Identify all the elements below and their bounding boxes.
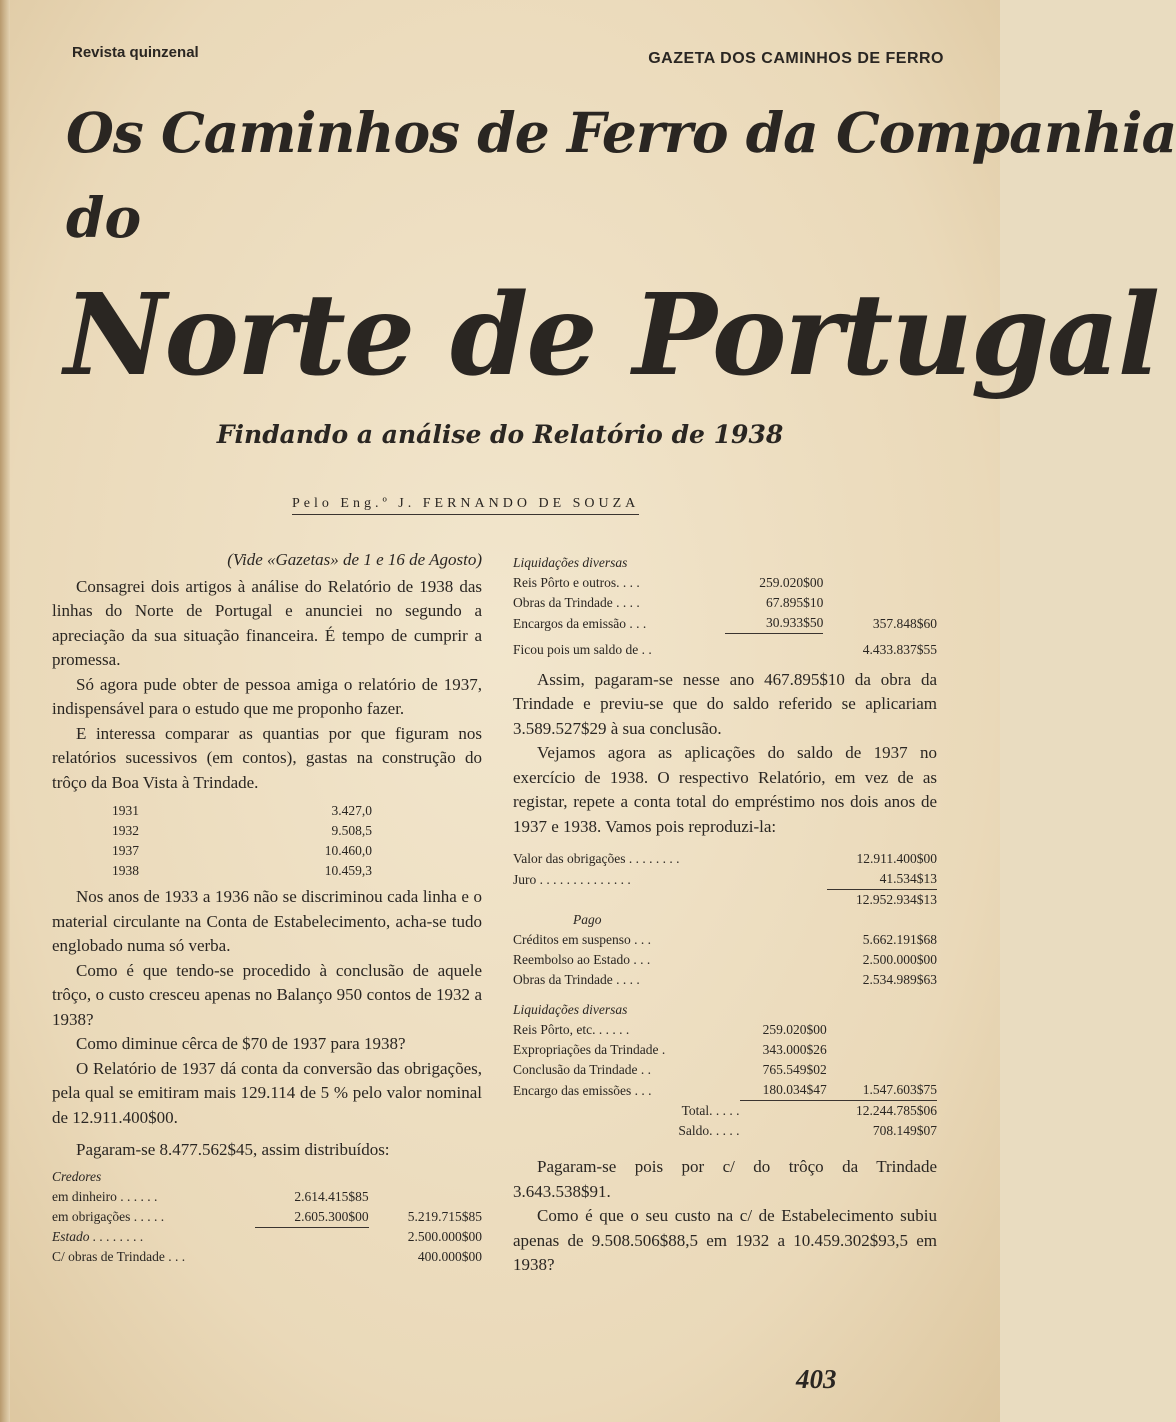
paragraph: Só agora pude obter de pessoa amiga o relatório de 1937, indispensável para o estudo que me proponho fazer.: [52, 674, 482, 718]
section-label: Pago: [573, 912, 602, 927]
total-cell: [369, 1187, 482, 1207]
total-cell: [823, 573, 937, 593]
table-row: [513, 849, 937, 869]
total-cell: 708.149$07: [872, 1123, 937, 1138]
emprestimo-table: [513, 849, 937, 1141]
total-cell: 12.911.400$00: [856, 851, 937, 866]
table-row: [52, 1187, 482, 1207]
liquidacoes-table: [513, 553, 937, 660]
year-cell: 1937: [112, 843, 139, 858]
table-row: [52, 1247, 482, 1267]
subtitle: Findando a análise do Relatório de 1938: [216, 420, 784, 449]
row-label: Juro . . . . . . . . . . . . . .: [513, 871, 631, 887]
value-cell: 259.020$00: [762, 1022, 827, 1037]
header-left: Revista quinzenal: [72, 44, 199, 61]
value-cell: 3.427,0: [331, 803, 372, 818]
row-label: Encargo das emissões . . .: [513, 1082, 652, 1098]
paragraph: O Relatório de 1937 dá conta da conversão das obrigações, pela qual se emitiram mais 129.114 de 5 % pelo valor nominal de 12.911.400$00.: [52, 1058, 482, 1127]
value-cell: 10.460,0: [324, 843, 372, 858]
left-column: [52, 548, 482, 1267]
table-row: [513, 1080, 937, 1101]
paragraph: Vejamos agora as aplicações do saldo de 1937 no exercício de 1938. O respectivo Relatório, em vez de as registar, repete a conta total do empréstimo nos dois anos de 1937 e 1938. Vamos pois reproduzi-la:: [513, 743, 937, 836]
total-cell: 2.500.000$00: [862, 952, 937, 967]
table-row: [513, 1101, 937, 1122]
section-label: Liquidações diversas: [513, 1002, 628, 1017]
value-cell: 9.508,5: [331, 823, 372, 838]
section-label: Credores: [52, 1168, 102, 1184]
section-label: Liquidações diversas: [513, 555, 628, 570]
table-row: [513, 1121, 937, 1141]
value-cell: 343.000$26: [762, 1042, 827, 1057]
table-row: [513, 970, 937, 990]
table-row: [112, 801, 372, 821]
value-cell: 2.614.415$85: [294, 1188, 369, 1204]
paragraph: Como é que o seu custo na c/ de Estabelecimento subiu apenas de 9.508.506$88,5 em 1932 a 10.459.302$93,5 em 1938?: [513, 1206, 937, 1274]
value-cell: 259.020$00: [759, 575, 824, 590]
table-row: [52, 1227, 482, 1247]
row-label: em dinheiro . . . . . .: [52, 1188, 158, 1204]
total-cell: 5.662.191$68: [862, 932, 937, 947]
row-label: Reis Pôrto, etc. . . . . .: [513, 1022, 630, 1037]
value-cell: 2.605.300$00: [255, 1207, 368, 1228]
row-label: Saldo. . . . .: [678, 1123, 740, 1138]
total-cell: [827, 1060, 937, 1080]
table-row: [513, 1040, 937, 1060]
paragraph: E interessa comparar as quantias por que figuram nos relatórios sucessivos (em contos), gastas na construção do trôço da Boa Vista à Trindade.: [52, 723, 482, 792]
table-row: [112, 861, 372, 881]
table-row: [513, 910, 937, 930]
table-row: [513, 573, 937, 593]
row-label: Total. . . . .: [681, 1103, 740, 1118]
row-label: Ficou pois um saldo de . .: [513, 641, 652, 657]
page-number: 403: [796, 1364, 837, 1394]
table-row: [513, 950, 937, 970]
paragraph: Nos anos de 1933 a 1936 não se discriminou cada linha e o material circulante na Conta de Estabelecimento, acha-se tudo englobado numa só verba.: [52, 887, 482, 955]
table-row: [513, 1060, 937, 1080]
total-cell: 1.547.603$75: [827, 1080, 937, 1101]
vide-note: (Vide «Gazetas» de 1 e 16 de Agosto): [227, 550, 482, 569]
year-cell: 1931: [112, 803, 139, 818]
total-cell: 2.534.989$63: [862, 972, 937, 987]
total-cell: [823, 593, 937, 613]
row-label: em obrigações . . . . .: [52, 1209, 165, 1224]
row-label: Valor das obrigações . . . . . . . .: [513, 851, 680, 866]
row-label: Estado . . . . . . . .: [52, 1229, 144, 1244]
table-row: [513, 890, 937, 911]
table-row: [513, 613, 937, 634]
row-label: Encargos da emissão . . .: [513, 615, 647, 631]
title-line-1: Os Caminhos de Ferro da Companhia: [66, 100, 1176, 165]
row-label: Reembolso ao Estado . . .: [513, 952, 651, 967]
total-cell: 5.219.715$85: [407, 1209, 482, 1224]
row-label: Créditos em suspenso . . .: [513, 932, 651, 947]
title-line-2: do: [66, 185, 142, 250]
total-cell: 4.433.837$55: [862, 641, 937, 657]
table-row: [513, 1020, 937, 1040]
total-cell: 41.534$13: [827, 869, 937, 890]
total-cell: 2.500.000$00: [407, 1229, 482, 1244]
binding-edge: [0, 0, 10, 1422]
row-label: Reis Pôrto e outros. . . .: [513, 575, 640, 590]
value-cell: 67.895$10: [766, 595, 824, 610]
row-label: Expropriações da Trindade .: [513, 1042, 666, 1057]
paragraph: Pagaram-se pois por c/ do trôço da Trindade 3.643.538$91.: [513, 1157, 937, 1201]
row-label: C/ obras de Trindade . . .: [52, 1249, 186, 1264]
years-table: [112, 801, 372, 881]
table-row: [52, 1167, 482, 1187]
table-row: [52, 1207, 482, 1228]
total-cell: 400.000$00: [417, 1249, 482, 1264]
row-label: Obras da Trindade . . . .: [513, 595, 640, 610]
value-cell: 30.933$50: [725, 613, 823, 634]
table-row: [513, 990, 937, 1020]
total-cell: 357.848$60: [872, 615, 937, 631]
credores-table: [52, 1167, 482, 1268]
table-row: [112, 841, 372, 861]
table-row: [513, 553, 937, 573]
total-cell: 12.952.934$13: [856, 892, 937, 907]
paragraph: Consagrei dois artigos à análise do Relatório de 1938 das linhas do Norte de Portugal e anunciei no segundo a apreciação da sua situação financeira. É tempo de cumprir a promessa.: [52, 576, 482, 669]
paragraph: Assim, pagaram-se nesse ano 467.895$10 da obra da Trindade e previu-se que do saldo referido se aplicariam 3.589.527$29 à sua conclusão.: [513, 669, 937, 738]
table-row: [513, 930, 937, 950]
paragraph: Pagaram-se 8.477.562$45, assim distribuídos:: [76, 1140, 390, 1159]
value-cell: 10.459,3: [324, 863, 372, 878]
table-row: [513, 869, 937, 890]
row-label: Conclusão da Trindade . .: [513, 1062, 651, 1077]
table-row: [513, 634, 937, 660]
year-cell: 1932: [112, 823, 139, 838]
header-right: GAZETA DOS CAMINHOS DE FERRO: [648, 50, 944, 67]
total-cell: 12.244.785$06: [856, 1103, 937, 1118]
total-cell: [827, 1020, 937, 1040]
row-label: Obras da Trindade . . . .: [513, 972, 640, 987]
title-line-3: Norte de Portugal: [64, 270, 1159, 401]
paragraph: Como diminue cêrca de $70 de 1937 para 1938?: [76, 1034, 406, 1053]
table-row: [112, 821, 372, 841]
right-column: [513, 553, 937, 1278]
total-cell: [827, 1040, 937, 1060]
value-cell: 180.034$47: [740, 1080, 827, 1101]
value-cell: 765.549$02: [762, 1062, 827, 1077]
table-row: [513, 593, 937, 613]
year-cell: 1938: [112, 863, 139, 878]
paragraph: Como é que tendo-se procedido à conclusão de aquele trôço, o custo cresceu apenas no Balanço 950 contos de 1932 a 1938?: [52, 960, 482, 1029]
author-byline: Pelo Eng.º J. FERNANDO DE SOUZA: [292, 496, 639, 515]
